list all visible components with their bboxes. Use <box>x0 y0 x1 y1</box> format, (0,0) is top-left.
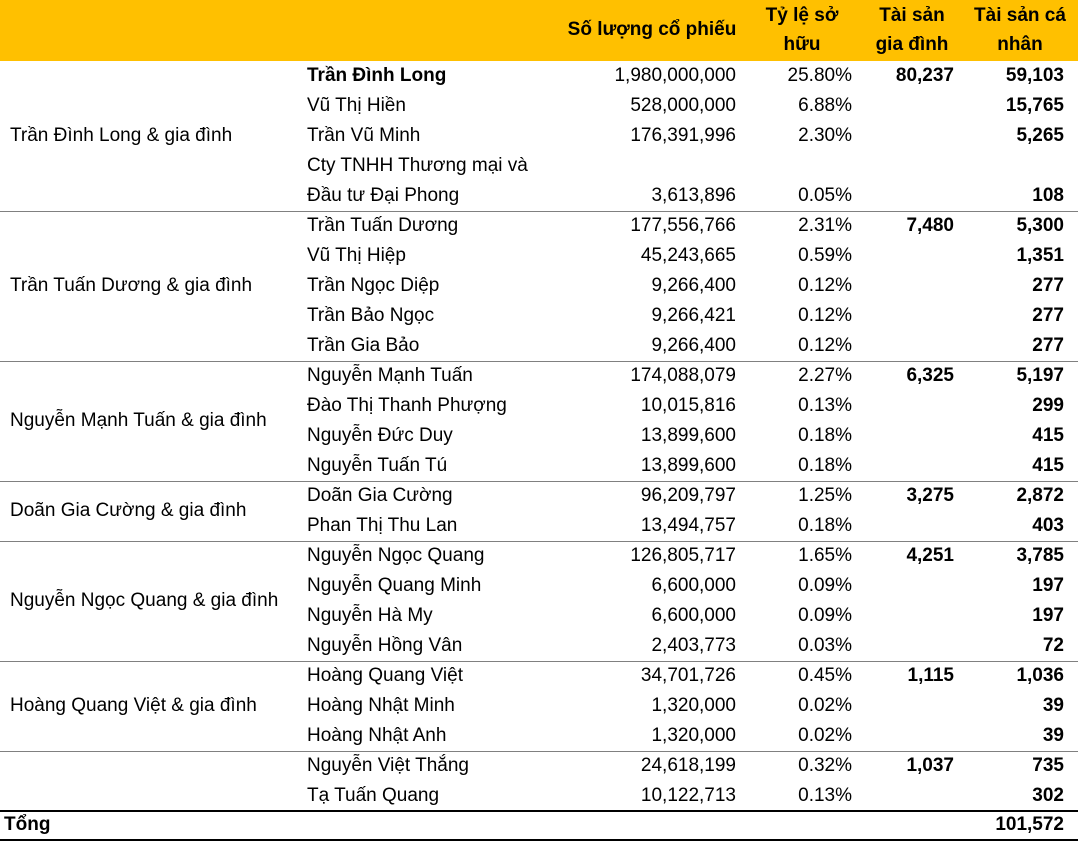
share-count: 126,805,717 <box>630 545 736 566</box>
family-assets <box>858 301 954 331</box>
individual-assets: 5,265 <box>1016 125 1064 146</box>
share-count: 9,266,421 <box>651 305 736 326</box>
header-individual-assets-line1: Tài sản cá <box>974 5 1066 26</box>
share-count: 9,266,400 <box>651 275 736 296</box>
family-assets <box>858 181 954 211</box>
family-assets <box>858 91 954 121</box>
family-assets <box>858 511 954 541</box>
ownership-percent: 0.18% <box>798 515 852 536</box>
individual-assets: 39 <box>1042 725 1064 746</box>
ownership-percent: 0.45% <box>798 665 852 686</box>
individual-assets: 735 <box>1032 755 1064 776</box>
total-value: 101,572 <box>995 814 1064 835</box>
family-assets <box>858 271 954 301</box>
individual-assets: 403 <box>1032 515 1064 536</box>
individual-assets: 3,785 <box>1016 545 1064 566</box>
family-assets <box>858 421 954 451</box>
shareholder-name: Doãn Gia Cường <box>307 485 453 506</box>
total-label: Tổng <box>4 814 51 835</box>
shareholder-name: Đầu tư Đại Phong <box>307 185 460 206</box>
family-assets <box>858 631 954 661</box>
ownership-percent: 0.12% <box>798 275 852 296</box>
header-individual-assets-line2: nhân <box>997 34 1043 55</box>
share-count: 176,391,996 <box>630 125 736 146</box>
share-count: 2,403,773 <box>651 635 736 656</box>
shareholder-name: Nguyễn Hồng Vân <box>307 635 463 656</box>
share-count: 13,899,600 <box>640 455 736 476</box>
shareholder-name: Nguyễn Ngọc Quang <box>307 545 485 566</box>
group-label: Trần Tuấn Dương & gia đình <box>10 275 253 296</box>
share-count: 34,701,726 <box>640 665 736 686</box>
individual-assets: 15,765 <box>1005 95 1064 116</box>
ownership-percent: 0.02% <box>798 725 852 746</box>
shareholder-name: Trần Gia Bảo <box>307 335 420 356</box>
header-row <box>0 0 1078 61</box>
group-label: Doãn Gia Cường & gia đình <box>10 500 247 521</box>
shareholder-name: Vũ Thị Hiền <box>307 95 406 116</box>
individual-assets: 2,872 <box>1016 485 1064 506</box>
ownership-percent: 0.18% <box>798 455 852 476</box>
individual-assets: 299 <box>1032 395 1064 416</box>
individual-assets: 415 <box>1032 455 1064 476</box>
share-count: 528,000,000 <box>630 95 736 116</box>
family-assets: 3,275 <box>906 485 954 506</box>
shareholder-name: Nguyễn Đức Duy <box>307 425 453 446</box>
individual-assets: 1,036 <box>1016 665 1064 686</box>
share-count: 1,320,000 <box>651 725 736 746</box>
family-assets: 80,237 <box>895 65 954 86</box>
family-assets <box>858 331 954 361</box>
share-count: 24,618,199 <box>640 755 736 776</box>
group-label: Nguyễn Ngọc Quang & gia đình <box>10 590 279 611</box>
header-ownership-line2: hữu <box>783 34 821 55</box>
ownership-percent: 0.03% <box>798 635 852 656</box>
ownership-percent: 1.65% <box>798 545 852 566</box>
shareholder-name: Phan Thị Thu Lan <box>307 515 458 536</box>
share-count: 9,266,400 <box>651 335 736 356</box>
individual-assets: 277 <box>1032 335 1064 356</box>
share-count: 45,243,665 <box>640 245 736 266</box>
shareholder-name: Đào Thị Thanh Phượng <box>307 395 507 416</box>
family-assets <box>858 601 954 631</box>
individual-assets: 277 <box>1032 275 1064 296</box>
shareholder-name: Hoàng Quang Việt <box>307 665 463 686</box>
family-assets: 1,115 <box>907 665 954 686</box>
individual-assets: 108 <box>1032 185 1064 206</box>
ownership-percent: 2.30% <box>798 125 852 146</box>
ownership-percent: 2.27% <box>798 365 852 386</box>
total-divider <box>0 810 1078 812</box>
share-count: 3,613,896 <box>651 185 736 206</box>
share-count: 96,209,797 <box>640 485 736 506</box>
header-shares: Số lượng cổ phiếu <box>567 19 737 40</box>
family-assets <box>858 781 954 811</box>
ownership-percent: 0.09% <box>798 575 852 596</box>
shareholder-name: Nguyễn Tuấn Tú <box>307 455 448 476</box>
family-assets <box>858 451 954 481</box>
shareholder-name: Nguyễn Việt Thắng <box>307 755 469 776</box>
shareholder-name: Trần Vũ Minh <box>307 125 421 146</box>
shareholder-name: Tạ Tuấn Quang <box>307 785 440 806</box>
family-assets <box>858 121 954 151</box>
ownership-percent: 0.12% <box>798 305 852 326</box>
shareholder-name: Vũ Thị Hiệp <box>307 245 406 266</box>
individual-assets: 1,351 <box>1016 245 1064 266</box>
group-label: Hoàng Quang Việt & gia đình <box>10 695 257 716</box>
share-count: 13,494,757 <box>640 515 736 536</box>
share-count <box>552 151 736 181</box>
ownership-percent: 0.12% <box>798 335 852 356</box>
shareholder-name: Cty TNHH Thương mại và <box>307 155 528 176</box>
shareholder-name: Trần Ngọc Diệp <box>307 275 440 296</box>
header-family-assets-line1: Tài sản <box>879 5 945 26</box>
shareholder-name: Hoàng Nhật Anh <box>307 725 447 746</box>
ownership-percent: 25.80% <box>787 65 852 86</box>
ownership-percent: 0.13% <box>798 785 852 806</box>
ownership-percent: 0.05% <box>798 185 852 206</box>
shareholder-name: Nguyễn Mạnh Tuấn <box>307 365 473 386</box>
family-assets <box>858 721 954 751</box>
individual-assets: 39 <box>1042 695 1064 716</box>
family-assets: 1,037 <box>906 755 954 776</box>
ownership-percent: 6.88% <box>798 95 852 116</box>
individual-assets <box>960 151 1064 181</box>
share-count: 10,015,816 <box>640 395 736 416</box>
share-count: 13,899,600 <box>640 425 736 446</box>
ownership-percent: 1.25% <box>798 485 852 506</box>
individual-assets: 5,300 <box>1016 215 1064 236</box>
header-ownership-line1: Tỷ lệ sở <box>765 5 839 26</box>
individual-assets: 197 <box>1032 605 1064 626</box>
individual-assets: 5,197 <box>1016 365 1064 386</box>
individual-assets: 415 <box>1032 425 1064 446</box>
shareholder-name: Trần Tuấn Dương <box>307 215 459 236</box>
family-assets <box>858 571 954 601</box>
ownership-percent: 0.02% <box>798 695 852 716</box>
ownership-percent: 0.13% <box>798 395 852 416</box>
individual-assets: 72 <box>1042 635 1064 656</box>
shareholder-name: Hoàng Nhật Minh <box>307 695 455 716</box>
individual-assets: 277 <box>1032 305 1064 326</box>
share-count: 174,088,079 <box>630 365 736 386</box>
ownership-percent: 0.09% <box>798 605 852 626</box>
share-count: 1,320,000 <box>651 695 736 716</box>
ownership-percent <box>740 151 852 181</box>
share-count: 177,556,766 <box>630 215 736 236</box>
ownership-percent: 0.59% <box>798 245 852 266</box>
share-count: 6,600,000 <box>651 575 736 596</box>
shareholder-name: Nguyễn Hà My <box>307 605 433 626</box>
family-assets <box>858 391 954 421</box>
shareholder-name: Nguyễn Quang Minh <box>307 575 482 596</box>
group-label: Trần Đình Long & gia đình <box>10 125 233 146</box>
individual-assets: 59,103 <box>1005 65 1064 86</box>
ownership-percent: 0.32% <box>798 755 852 776</box>
share-count: 6,600,000 <box>651 605 736 626</box>
family-assets: 7,480 <box>906 215 954 236</box>
individual-assets: 302 <box>1032 785 1064 806</box>
family-assets <box>858 151 954 181</box>
family-assets: 6,325 <box>906 365 954 386</box>
family-assets <box>858 241 954 271</box>
ownership-percent: 0.18% <box>798 425 852 446</box>
share-count: 1,980,000,000 <box>614 65 736 86</box>
family-assets <box>858 691 954 721</box>
shareholder-name: Trần Đình Long <box>307 65 447 86</box>
family-assets: 4,251 <box>906 545 954 566</box>
header-family-assets-line2: gia đình <box>875 34 949 55</box>
individual-assets: 197 <box>1032 575 1064 596</box>
group-label: Nguyễn Mạnh Tuấn & gia đình <box>10 410 267 431</box>
shareholder-name: Trần Bảo Ngọc <box>307 305 435 326</box>
ownership-percent: 2.31% <box>798 215 852 236</box>
share-count: 10,122,713 <box>640 785 736 806</box>
